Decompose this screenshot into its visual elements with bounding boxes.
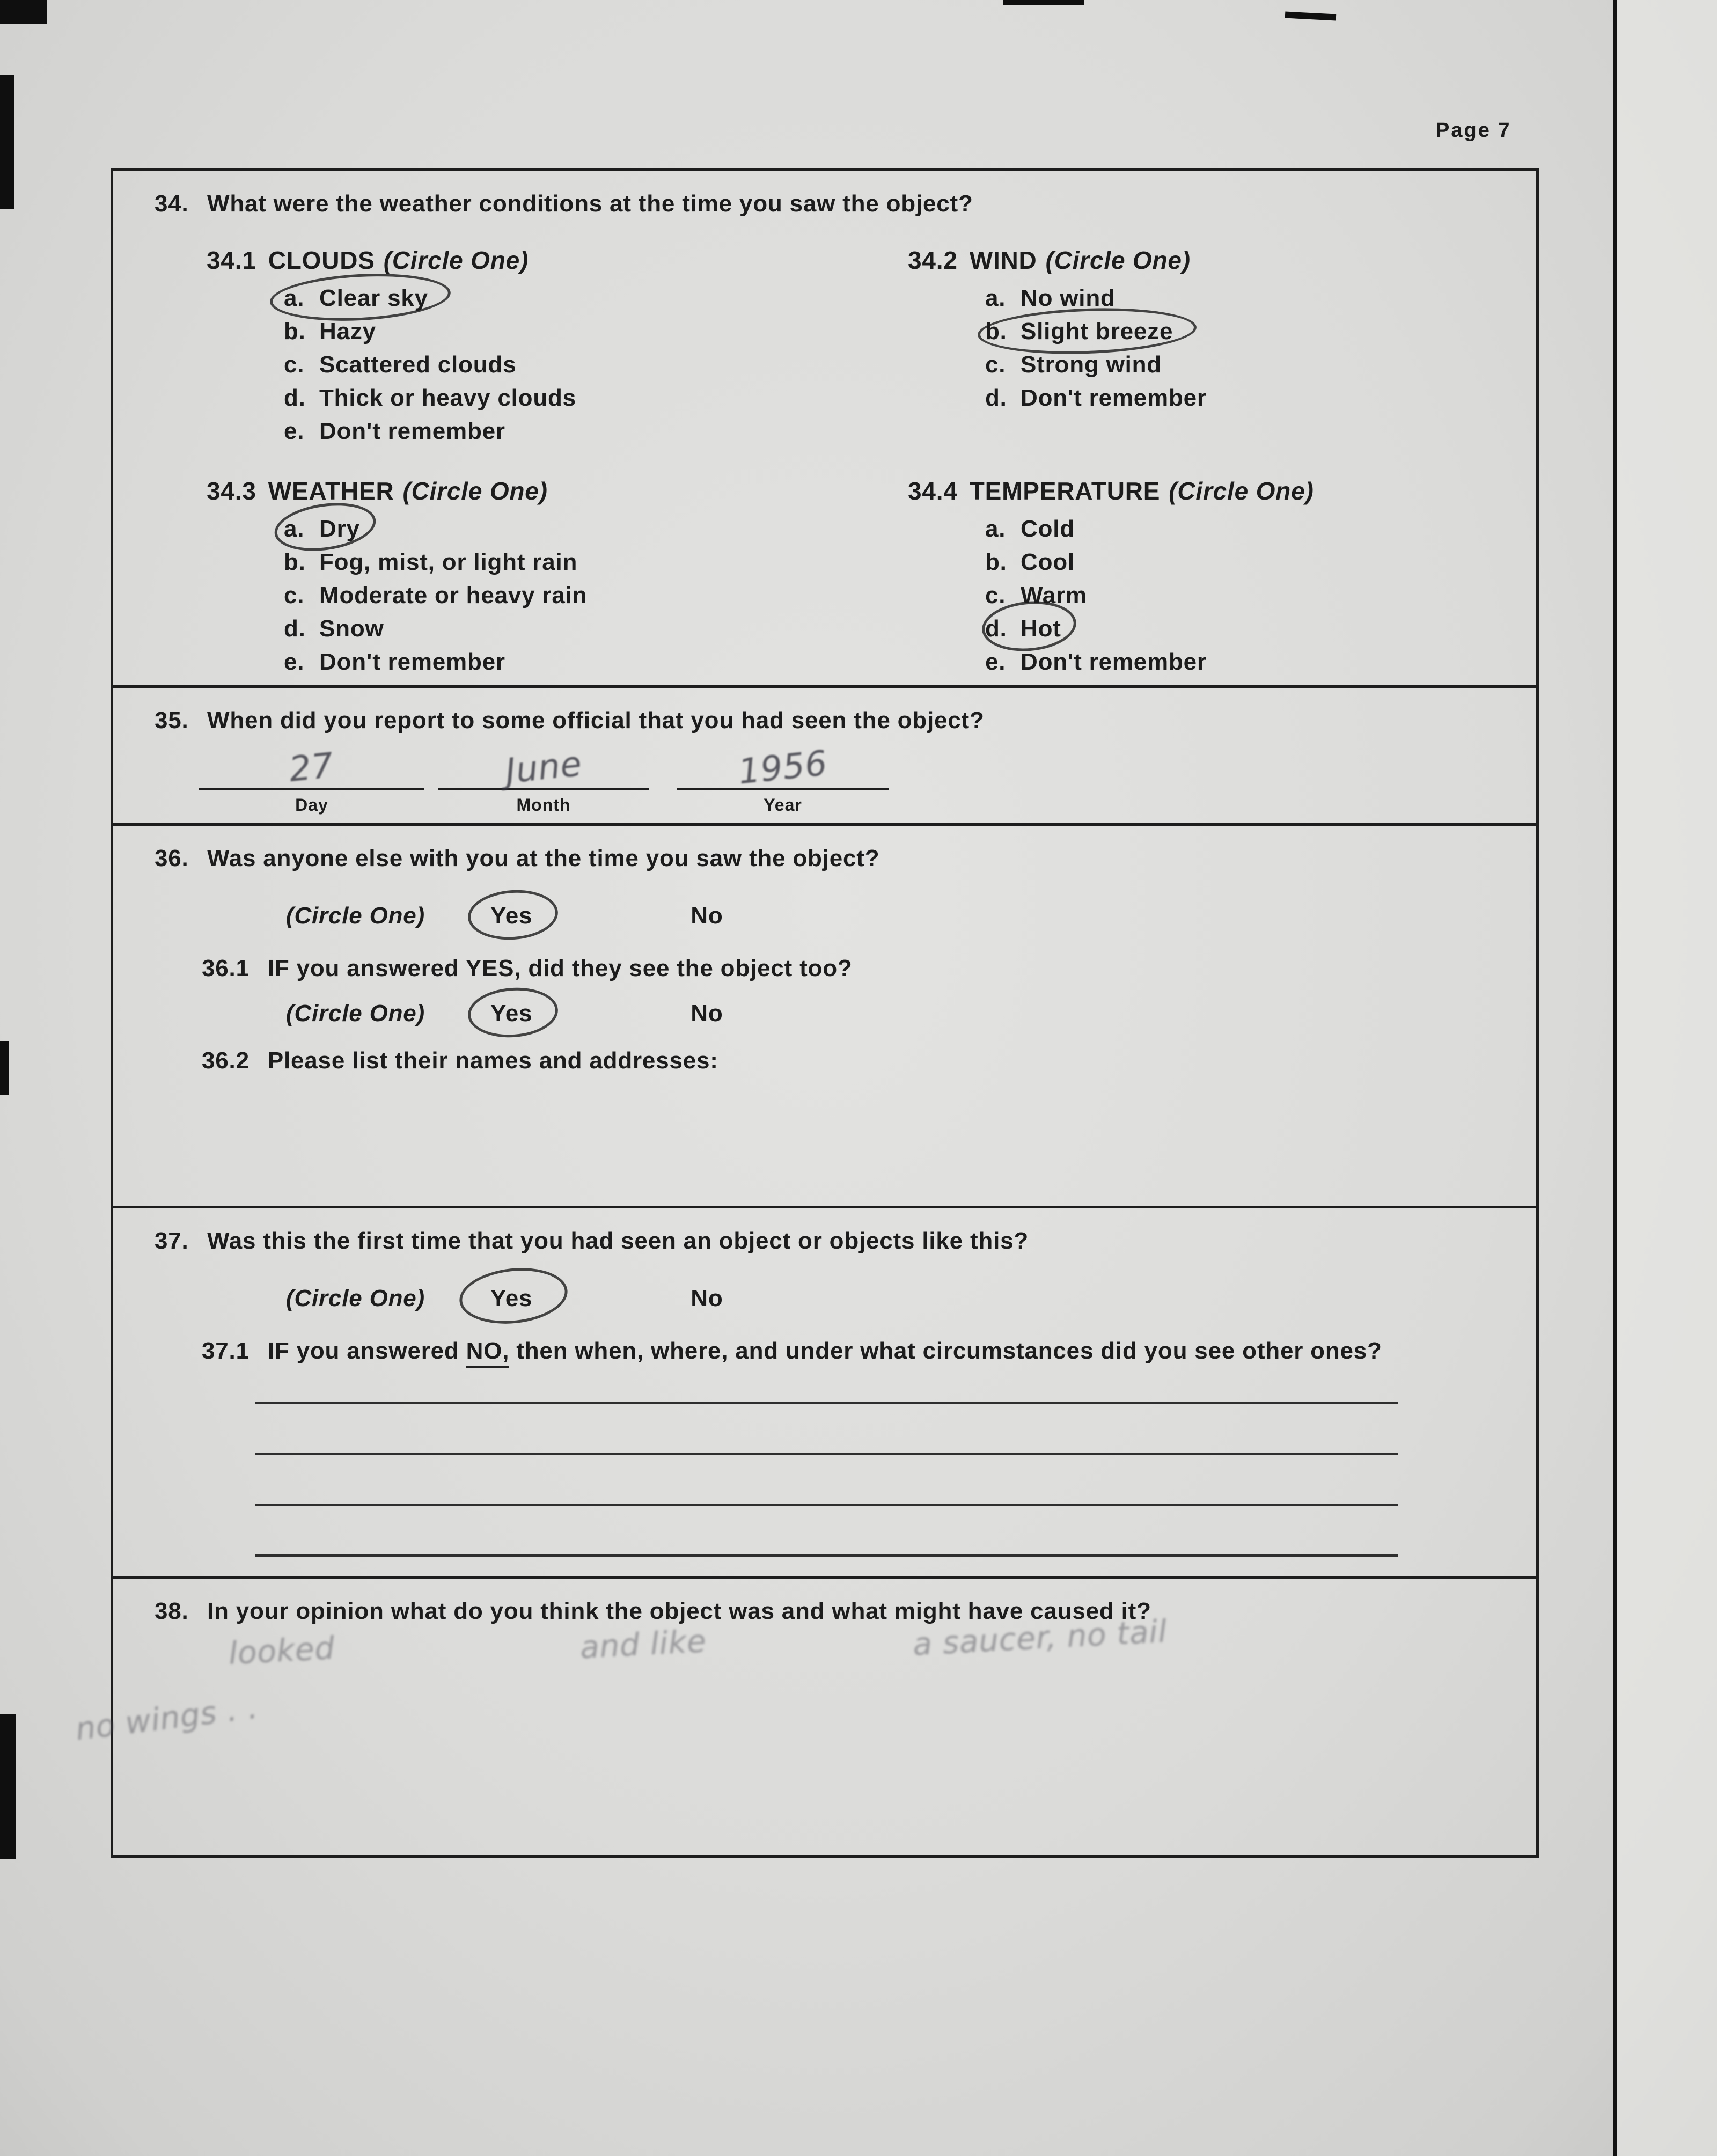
option-34-1-a <box>207 282 908 315</box>
section-wind-title <box>908 246 1536 274</box>
section-temperature-title <box>908 477 1536 505</box>
option-34-3-a <box>207 512 908 546</box>
question-text-prefix: IF you answered <box>267 1338 466 1364</box>
field-year <box>677 744 889 815</box>
option-text: Don't remember <box>1021 649 1207 675</box>
handwritten-day: 27 <box>287 745 336 790</box>
handwritten-answer-segment: a saucer, no tail <box>912 1612 1168 1663</box>
option-text: Cold <box>1021 516 1075 542</box>
option-text: Scattered clouds <box>319 351 517 378</box>
scan-artifact <box>1003 0 1084 5</box>
question-37-1 <box>202 1336 1536 1366</box>
question-number: 36. <box>155 845 189 871</box>
option-34-4-b <box>908 546 1536 579</box>
circle-one-hint: (Circle One) <box>286 1000 425 1026</box>
section-weather-title <box>207 477 908 505</box>
handwritten-year: 1956 <box>736 743 830 793</box>
question-34 <box>113 171 1536 218</box>
option-34-2-a <box>908 282 1536 315</box>
option-letter: c. <box>284 351 305 378</box>
option-text: Hazy <box>319 318 376 344</box>
circle-mark-yes <box>490 996 532 1031</box>
option-text: Clear sky <box>319 285 428 311</box>
question-36-box <box>111 823 1539 1208</box>
circle-one-hint: (Circle One) <box>1169 477 1314 505</box>
question-number: 35. <box>155 707 189 734</box>
option-text: Warm <box>1021 582 1087 608</box>
scan-artifact <box>0 1041 9 1095</box>
option-letter: b. <box>284 549 306 575</box>
scan-artifact <box>0 75 14 209</box>
option-letter: c. <box>985 582 1006 608</box>
day-answer-line <box>199 744 424 790</box>
question-number: 37.1 <box>202 1338 250 1364</box>
scan-edge-line <box>1613 0 1617 2156</box>
option-text: Fog, mist, or light rain <box>319 549 578 575</box>
answer-line <box>255 1402 1398 1404</box>
question-text: When did you report to some official that you had seen the object? <box>207 707 985 734</box>
questionnaire-form <box>111 168 1539 1858</box>
circle-mark-yes <box>490 1281 532 1316</box>
circle-one-hint: (Circle One) <box>286 1285 425 1311</box>
question-35 <box>113 688 1536 735</box>
question-38-box <box>111 1576 1539 1858</box>
option-text: Slight breeze <box>1021 318 1173 344</box>
circle-one-hint: (Circle One) <box>286 903 425 929</box>
option-letter: c. <box>985 351 1006 378</box>
option-text: Snow <box>319 615 384 642</box>
option-34-4-c <box>908 579 1536 612</box>
option-34-4-d <box>908 612 1536 646</box>
question-36-answer-row <box>286 899 1536 933</box>
section-wind <box>908 246 1536 448</box>
scan-margin <box>1617 0 1717 2156</box>
question-35-box <box>111 685 1539 826</box>
section-number: 34.3 <box>207 477 256 505</box>
option-text: Don't remember <box>319 649 505 675</box>
question-text: IF you answered YES, did they see the object too? <box>267 955 853 981</box>
option-34-2-c <box>908 348 1536 382</box>
option-34-2-d <box>908 382 1536 415</box>
circle-mark-slight-breeze <box>1021 315 1173 348</box>
question-37-box <box>111 1206 1539 1579</box>
section-title: WIND <box>969 246 1037 274</box>
question-37 <box>113 1208 1536 1256</box>
question-text: Was anyone else with you at the time you saw the object? <box>207 845 880 871</box>
question-number: 36.1 <box>202 955 250 981</box>
option-text: Hot <box>1021 615 1061 642</box>
question-text-suffix: then when, where, and under what circumstances did you see other ones? <box>509 1338 1382 1364</box>
circle-one-hint: (Circle One) <box>383 246 529 274</box>
yes-option: Yes <box>490 903 533 929</box>
section-temperature <box>908 477 1536 679</box>
question-number: 34. <box>155 190 189 217</box>
section-clouds-title <box>207 246 908 274</box>
handwritten-answer-line2: no wings . . <box>74 1689 260 1748</box>
question-36-1 <box>202 954 1536 984</box>
page-number: Page 7 <box>1436 119 1511 142</box>
option-letter: a. <box>284 516 305 542</box>
circle-mark-dry <box>319 512 360 546</box>
field-day <box>199 744 424 815</box>
question-number: 38. <box>155 1598 189 1624</box>
option-letter: c. <box>284 582 305 608</box>
question-34-box <box>111 168 1539 688</box>
yes-option: Yes <box>490 1000 533 1026</box>
question-text: Was this the first time that you had seen an object or objects like this? <box>207 1228 1029 1254</box>
scan-artifact <box>1285 12 1336 21</box>
option-letter: d. <box>985 385 1007 411</box>
field-month <box>438 744 649 815</box>
option-letter: d. <box>985 615 1007 642</box>
circle-mark-clear-sky <box>319 282 428 315</box>
question-number: 37. <box>155 1228 189 1254</box>
circle-one-hint: (Circle One) <box>1045 246 1191 274</box>
option-letter: b. <box>985 318 1007 344</box>
option-letter: b. <box>985 549 1007 575</box>
option-text: Don't remember <box>1021 385 1207 411</box>
underlined-no: NO, <box>466 1338 510 1368</box>
circle-one-hint: (Circle One) <box>402 477 548 505</box>
section-title: WEATHER <box>268 477 394 505</box>
option-34-1-b <box>207 315 908 348</box>
option-34-3-d <box>207 612 908 646</box>
option-text: Thick or heavy clouds <box>319 385 576 411</box>
option-34-1-d <box>207 382 908 415</box>
option-34-2-b <box>908 315 1536 348</box>
option-letter: b. <box>284 318 306 344</box>
option-text: Moderate or heavy rain <box>319 582 588 608</box>
names-addresses-answer-space <box>113 1076 1536 1194</box>
section-title: CLOUDS <box>268 246 375 274</box>
option-text: Cool <box>1021 549 1075 575</box>
section-number: 34.2 <box>908 246 958 274</box>
handwritten-answer-segment: and like <box>579 1622 708 1666</box>
question-number: 36.2 <box>202 1047 250 1074</box>
no-option: No <box>691 1285 723 1311</box>
scan-artifact <box>0 0 47 24</box>
option-34-4-e <box>908 646 1536 679</box>
option-letter: e. <box>985 649 1006 675</box>
year-label: Year <box>764 795 802 815</box>
option-letter: a. <box>284 285 305 311</box>
question-36-2 <box>202 1046 1536 1076</box>
option-letter: d. <box>284 615 306 642</box>
question-38 <box>113 1579 1536 1626</box>
section-title: TEMPERATURE <box>969 477 1161 505</box>
option-34-4-a <box>908 512 1536 546</box>
answer-line <box>255 1554 1398 1557</box>
option-letter: a. <box>985 285 1006 311</box>
question-37-answer-row <box>286 1281 1536 1316</box>
option-34-1-c <box>207 348 908 382</box>
option-34-3-c <box>207 579 908 612</box>
question-text: What were the weather conditions at the time you saw the object? <box>207 190 973 217</box>
option-text: Strong wind <box>1021 351 1162 378</box>
question-36-1-answer-row <box>286 996 1536 1031</box>
option-text: No wind <box>1021 285 1116 311</box>
handwritten-answer-segment: looked <box>228 1629 336 1672</box>
circle-mark-hot <box>1021 612 1061 646</box>
option-letter: e. <box>284 649 305 675</box>
handwritten-month: June <box>503 744 584 792</box>
circle-mark-yes <box>490 899 532 933</box>
scan-artifact <box>0 1714 16 1859</box>
no-option: No <box>691 1000 723 1026</box>
section-clouds <box>207 246 908 448</box>
question-text: Please list their names and addresses: <box>267 1047 718 1074</box>
weather-conditions-grid <box>207 246 1536 679</box>
day-label: Day <box>295 795 328 815</box>
option-letter: d. <box>284 385 306 411</box>
option-34-3-e <box>207 646 908 679</box>
option-letter: e. <box>284 418 305 444</box>
year-answer-line <box>677 743 889 793</box>
answer-line <box>255 1504 1398 1506</box>
option-text: Don't remember <box>319 418 505 444</box>
section-number: 34.1 <box>207 246 256 274</box>
option-34-3-b <box>207 546 908 579</box>
month-answer-line <box>438 744 649 790</box>
option-letter: a. <box>985 516 1006 542</box>
option-text: Dry <box>319 516 360 542</box>
section-number: 34.4 <box>908 477 958 505</box>
month-label: Month <box>516 795 571 815</box>
answer-line <box>255 1453 1398 1455</box>
question-text: In your opinion what do you think the object was and what might have caused it? <box>207 1598 1151 1624</box>
question-36 <box>113 826 1536 873</box>
no-option: No <box>691 903 723 929</box>
yes-option: Yes <box>490 1285 533 1311</box>
option-34-1-e <box>207 415 908 448</box>
section-weather <box>207 477 908 679</box>
